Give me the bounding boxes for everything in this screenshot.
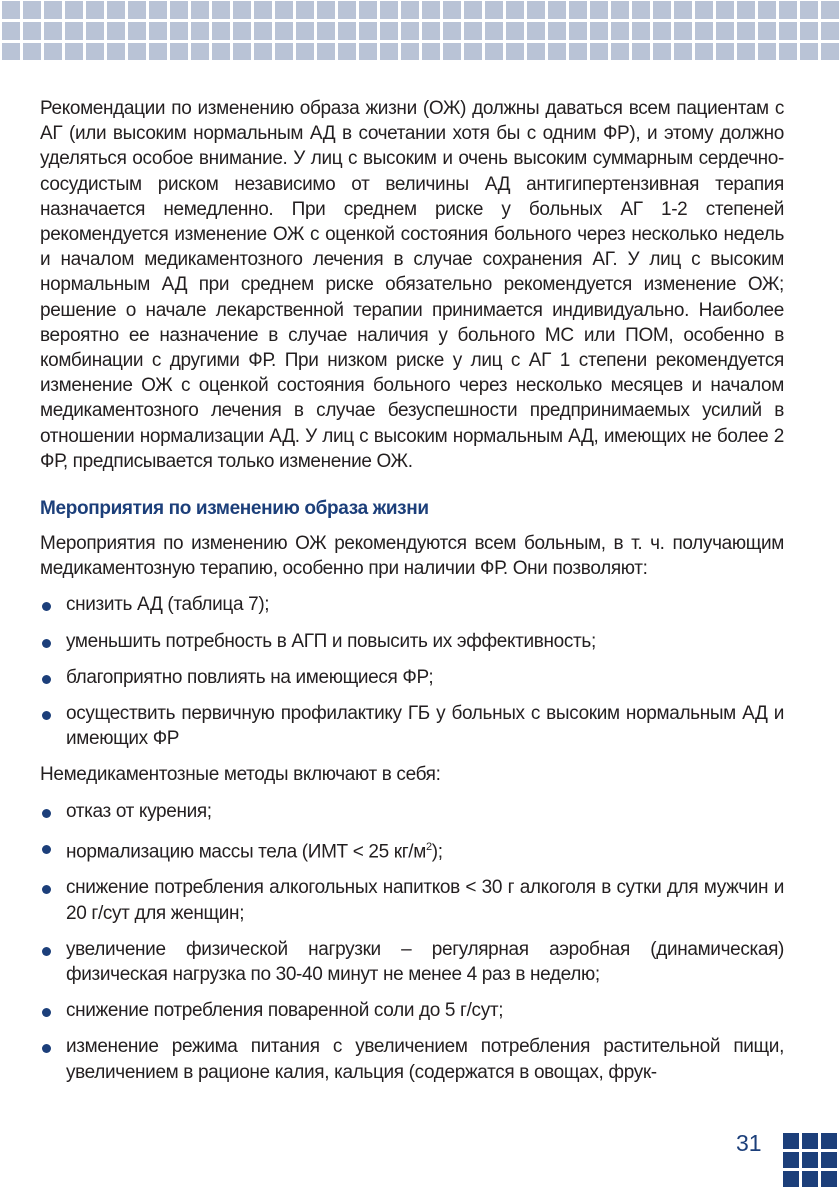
decor-square	[254, 43, 272, 60]
decor-square	[107, 43, 125, 60]
decor-square	[44, 1, 62, 19]
decor-square	[716, 22, 734, 40]
decor-square	[485, 1, 503, 19]
decor-square	[758, 1, 776, 19]
decor-square	[653, 1, 671, 19]
decor-square	[401, 1, 419, 19]
decor-square	[65, 22, 83, 40]
decor-square	[443, 43, 461, 60]
decor-square	[359, 43, 377, 60]
decor-square	[380, 43, 398, 60]
decor-square	[783, 1171, 799, 1187]
decor-square	[107, 1, 125, 19]
decor-square	[758, 22, 776, 40]
list-item: увеличение физической нагрузки – регулярная аэробная (динамическая) физическая нагрузка по 30-40 минут не менее 4 раз в неделю;	[40, 937, 784, 987]
decor-square	[296, 1, 314, 19]
decor-square	[359, 22, 377, 40]
decor-square	[401, 43, 419, 60]
decor-square	[821, 1133, 837, 1149]
bullet-icon	[42, 1008, 51, 1017]
decor-square	[149, 22, 167, 40]
decor-square	[275, 22, 293, 40]
decor-square	[590, 43, 608, 60]
decor-square	[783, 1152, 799, 1168]
decor-square	[821, 1152, 837, 1168]
section-heading: Мероприятия по изменению образа жизни	[40, 498, 429, 520]
decor-square	[443, 1, 461, 19]
decor-square	[674, 43, 692, 60]
decor-square	[779, 1, 797, 19]
decor-square	[569, 22, 587, 40]
decor-square	[380, 1, 398, 19]
bullet-icon	[42, 1044, 51, 1053]
decor-square	[674, 1, 692, 19]
list-item: снижение потребления алкогольных напитков < 30 г алкоголя в сутки для мужчин и 20 г/сут для женщин;	[40, 875, 784, 925]
bullet-icon	[42, 639, 51, 648]
superscript: 2	[425, 840, 432, 853]
decor-square	[44, 43, 62, 60]
decor-square	[800, 43, 818, 60]
decor-square	[674, 22, 692, 40]
decor-square	[422, 22, 440, 40]
decor-square	[783, 1133, 799, 1149]
decor-square	[527, 1, 545, 19]
decor-square	[296, 22, 314, 40]
decor-square	[632, 22, 650, 40]
decor-square	[128, 1, 146, 19]
decor-square	[506, 22, 524, 40]
bullet-icon	[42, 675, 51, 684]
list-item: снизить АД (таблица 7);	[40, 592, 784, 617]
decor-square	[65, 43, 83, 60]
decor-square	[149, 1, 167, 19]
decor-square	[296, 43, 314, 60]
decor-square	[128, 22, 146, 40]
decor-square	[443, 22, 461, 40]
decor-square	[802, 1133, 818, 1149]
list-item: снижение потребления поваренной соли до 5 г/сут;	[40, 998, 784, 1023]
decor-square	[107, 22, 125, 40]
decor-square	[695, 22, 713, 40]
decor-square	[800, 1, 818, 19]
decor-square	[779, 22, 797, 40]
decor-square	[191, 43, 209, 60]
decor-square	[464, 43, 482, 60]
decor-square	[44, 22, 62, 40]
decor-square	[611, 22, 629, 40]
decor-square	[317, 43, 335, 60]
decor-square	[2, 22, 20, 40]
list-item: изменение режима питания с увеличением потребления растительной пищи, увеличением в рационе калия, кальция (содержатся в овощах, фрук-	[40, 1034, 784, 1084]
decor-square	[821, 22, 839, 40]
decor-square	[2, 43, 20, 60]
decor-square	[317, 22, 335, 40]
decor-square	[86, 1, 104, 19]
page-number: 31	[736, 1130, 762, 1156]
decor-square	[569, 43, 587, 60]
decor-square	[716, 43, 734, 60]
bullet-icon	[42, 947, 51, 956]
decor-square	[485, 43, 503, 60]
decor-square	[737, 22, 755, 40]
decor-square	[233, 43, 251, 60]
bullet-icon	[42, 809, 51, 818]
decor-square	[695, 43, 713, 60]
decor-square	[590, 1, 608, 19]
decor-square	[254, 1, 272, 19]
decor-square	[716, 1, 734, 19]
decor-square	[802, 1152, 818, 1168]
decor-square	[338, 22, 356, 40]
decor-square	[737, 1, 755, 19]
bullet-icon	[42, 845, 51, 854]
decor-square	[527, 43, 545, 60]
decor-square	[275, 43, 293, 60]
decor-square	[821, 43, 839, 60]
decor-square	[548, 1, 566, 19]
list-item: осуществить первичную профилактику ГБ у больных с высоким нормальным АД и имеющих ФР	[40, 701, 784, 751]
bullet-icon	[42, 885, 51, 894]
benefits-list	[40, 592, 784, 751]
decor-square	[275, 1, 293, 19]
decor-square	[23, 1, 41, 19]
decor-square	[695, 1, 713, 19]
methods-intro: Немедикаментозные методы включают в себя:	[40, 764, 441, 786]
decor-square	[590, 22, 608, 40]
decor-square	[527, 22, 545, 40]
page-content	[40, 96, 784, 1085]
decor-square	[170, 22, 188, 40]
decor-square	[128, 43, 146, 60]
decor-square	[170, 1, 188, 19]
decor-square	[23, 22, 41, 40]
decor-square	[380, 22, 398, 40]
list-item: отказ от курения;	[40, 799, 784, 824]
decor-square	[86, 43, 104, 60]
decor-square	[779, 43, 797, 60]
methods-list	[40, 799, 784, 1085]
decor-square	[338, 43, 356, 60]
decor-square	[359, 1, 377, 19]
decor-square	[632, 1, 650, 19]
decor-square	[506, 1, 524, 19]
decor-square	[212, 1, 230, 19]
bullet-icon	[42, 711, 51, 720]
decor-square	[191, 22, 209, 40]
decor-square	[65, 1, 83, 19]
decor-square	[212, 43, 230, 60]
section-paragraph: Мероприятия по изменению ОЖ рекомендуются всем больным, в т. ч. получающим медикаментозную терапию, особенно при наличии ФР. Они позволяют:	[40, 533, 784, 580]
decor-square	[338, 1, 356, 19]
decor-square	[548, 22, 566, 40]
list-item: благоприятно повлиять на имеющиеся ФР;	[40, 665, 784, 690]
decor-square	[23, 43, 41, 60]
decor-square	[800, 22, 818, 40]
decor-square	[821, 1, 839, 19]
decor-square	[233, 22, 251, 40]
decor-square	[401, 22, 419, 40]
decor-square	[569, 1, 587, 19]
decor-square	[653, 22, 671, 40]
decor-square	[170, 43, 188, 60]
decor-square	[149, 43, 167, 60]
decor-square	[422, 1, 440, 19]
decor-square	[464, 22, 482, 40]
decor-square	[821, 1171, 837, 1187]
decor-square	[191, 1, 209, 19]
decor-square	[464, 1, 482, 19]
decor-square	[611, 43, 629, 60]
footer-decoration	[783, 1133, 839, 1190]
list-item: нормализацию массы тела (ИМТ < 25 $кг/м^2$);	[40, 835, 784, 865]
decor-square	[611, 1, 629, 19]
decor-square	[212, 22, 230, 40]
decor-square	[86, 22, 104, 40]
decor-square	[632, 43, 650, 60]
decor-square	[233, 1, 251, 19]
header-decoration	[0, 0, 839, 60]
decor-square	[506, 43, 524, 60]
decor-square	[422, 43, 440, 60]
decor-square	[548, 43, 566, 60]
list-item: уменьшить потребность в АГП и повысить их эффективность;	[40, 629, 784, 654]
decor-square	[317, 1, 335, 19]
decor-square	[758, 43, 776, 60]
decor-square	[737, 43, 755, 60]
decor-square	[2, 1, 20, 19]
intro-paragraph: Рекомендации по изменению образа жизни (ОЖ) должны даваться всем пациентам с АГ (или высоким нормальным АД в сочетании хотя бы с одним ФР), и этому должно уделяться особое внимание. У лиц с высоким и очень высоким суммарным сердечно-сосудистым риском независимо от величины АД антигипертензивная терапия назначается немедленно. При среднем риске у больных АГ 1-2 степеней рекомендуется изменение ОЖ с оценкой состояния больного через несколько недель и началом медикаментозного лечения в случае сохранения АГ. У лиц с высоким нормальным АД при среднем риске обязательно рекомендуется изменение ОЖ; решение о начале лекарственной терапии принимается индивидуально. Наиболее вероятно ее назначение в случае наличия у больного МС или ПОМ, особенно в комбинации с другими ФР. При низком риске у лиц с АГ 1 степени рекомендуется изменение ОЖ с оценкой состояния больного через несколько месяцев и началом медикаментозного лечения в случае безуспешности предпринимаемых усилий в отношении нормализации АД. У лиц с высоким нормальным АД, имеющих не более 2 ФР, предписывается только изменение ОЖ.	[40, 98, 784, 472]
decor-square	[254, 22, 272, 40]
decor-square	[802, 1171, 818, 1187]
decor-square	[485, 22, 503, 40]
bullet-icon	[42, 602, 51, 611]
decor-square	[653, 43, 671, 60]
